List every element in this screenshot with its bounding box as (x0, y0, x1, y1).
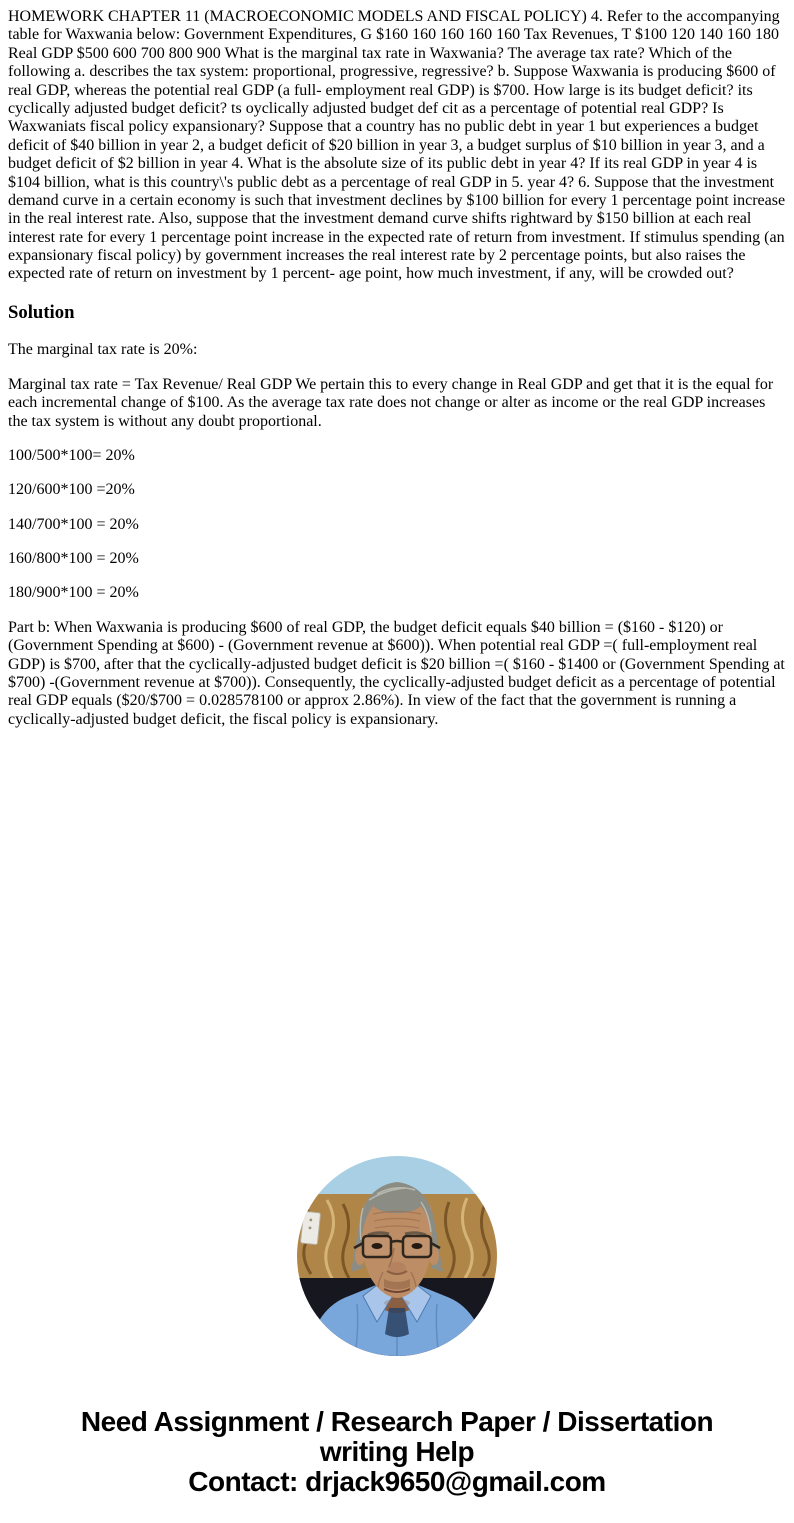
solution-intro: The marginal tax rate is 20%: (8, 341, 198, 359)
calculation-line: 160/800*100 = 20% (8, 550, 139, 568)
calculation-line: 120/600*100 =20% (8, 481, 135, 499)
footer-heading-line-2: writing Help (319, 1436, 475, 1468)
calculation-line: 100/500*100= 20% (8, 446, 135, 464)
footer-heading-line-1: Need Assignment / Research Paper / Dissertation (80, 1406, 714, 1438)
tutor-photo-illustration (297, 1156, 497, 1356)
footer-contact-email: Contact: drjack9650@gmail.com (188, 1466, 606, 1498)
solution-explanation: Marginal tax rate = Tax Revenue/ Real GDP We pertain this to every change in Real GDP and get that it is the equal for each incremental change of $100. As the average tax rate does not change or alter as income or the real GDP increases the tax system is without any doubt proportional. (8, 375, 774, 430)
eye-left (372, 1243, 383, 1249)
avatar (297, 1156, 497, 1356)
question-paragraph: HOMEWORK CHAPTER 11 (MACROECONOMIC MODELS AND FISCAL POLICY) 4. Refer to the accompanying table for Waxwania below: Government Expenditures, G $160 160 160 160 160 Tax Revenues, T $100 120 140 160 180 Real GDP $500 600 700 800 900 What is the marginal tax rate in Waxwania? The average tax rate? Which of the following a. describes the tax system: proportional, progressive, regressive? b. Suppose Waxwania is producing $600 of real GDP, whereas the potential real GDP (a full- employment real GDP) is $700. How large is its budget deficit? its cyclically adjusted budget deficit? ts oyclically adjusted budget def cit as a percentage of potential real GDP? Is Waxwaniats fiscal policy expansionary? Suppose that a country has no public debt in year 1 but experiences a budget deficit of $40 billion in year 2, a budget deficit of $20 billion in year 3, a budget surplus of $10 billion in year 3, and a budget deficit of $2 billion in year 4. What is the absolute size of its public debt in year 4? If its real GDP in year 4 is $104 billion, what is this country\'s public debt as a percentage of real GDP in 5. year 4? 6. Suppose that the investment demand curve in a certain economy is such that investment declines by $100 billion for every 1 percentage point increase in the real interest rate. Also, suppose that the investment demand curve shifts rightward by $150 billion at each real interest rate for every 1 percentage point increase in the expected rate of return from investment. If stimulus spending (an expansionary fiscal policy) by government increases the real interest rate by 2 percentage points, but also raises the expected rate of return on investment by 1 percent- age point, how much investment, if any, will be crowded out? (8, 8, 786, 283)
eye-right (412, 1243, 423, 1249)
footer-advert (8, 1407, 786, 1497)
part-b-paragraph: Part b: When Waxwania is producing $600 of real GDP, the budget deficit equals $40 billion = ($160 - $120) or (Government Spending at $600) - (Government revenue at $600)). When potential real GDP =( full-employment real GDP) is $700, after that the cyclically-adjusted budget deficit is $20 billion =( $160 - $1400 or (Government Spending at $700) -(Government revenue at $700)). Consequently, the cyclically-adjusted budget deficit as a percentage of potential real GDP equals ($20/$700 = 0.028578100 or approx 2.86%). In view of the fact that the government is running a cyclically-adjusted budget deficit, the fiscal policy is expansionary. (8, 618, 785, 728)
calculation-line: 180/900*100 = 20% (8, 584, 139, 602)
solution-heading: Solution (8, 301, 75, 323)
calculation-line: 140/700*100 = 20% (8, 515, 139, 533)
